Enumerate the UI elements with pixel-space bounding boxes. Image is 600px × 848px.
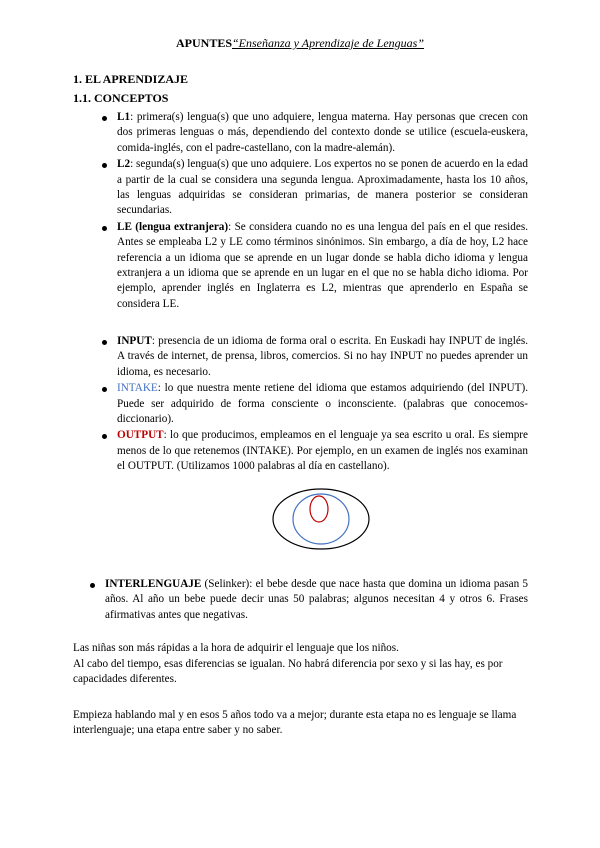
term-l1: L1 xyxy=(117,111,131,123)
bullet-dot xyxy=(90,583,95,588)
bullet-dot xyxy=(102,387,107,392)
bullet-dot xyxy=(102,226,107,231)
definition-input: : presencia de un idioma de forma oral o escrita. En Euskadi hay INPUT de inglés. A través de internet, de prensa, libros, comercios. Si no hay INPUT no puedes aprender un idioma, es necesario. xyxy=(117,335,528,378)
term-le: LE (lengua extranjera) xyxy=(117,220,229,233)
input-intake-output-diagram xyxy=(271,488,371,552)
definition-le: : Se considera cuando no es una lengua del país en el que resides. Antes se empleaba L2 y LE como términos sinónimos. Sin embargo, a día de hoy, L2 hace referencia a un idioma que se aprende en un lugar donde se habla dicho idioma y lengua extranjera a un idioma que se aprende en un lugar en el que no se habla dicho idioma. Por ejemplo, aprender inglés en Inglaterra es L2, mientras que aprenderlo en España se considera LE. xyxy=(117,220,528,310)
list-item-output xyxy=(100,428,528,474)
bullet-dot xyxy=(102,340,107,345)
definition-output: : lo que producimos, empleamos en el lenguaje ya sea escrito u oral. Es siempre menos de lo que retenemos (INTAKE). Por ejemplo, en un examen de inglés nos examinan el OUTPUT. (Utilizamos 1000 palabras al día en castellano). xyxy=(117,429,528,473)
definition-l2: : segunda(s) lengua(s) que uno adquiere. Los expertos no se ponen de acuerdo en la edad a partir de la cual se considera una segunda lengua. Aproximadamente, hasta los 10 años, las lenguas adquiridas se consideran primarias, de manera posterior se consideran secundarias. xyxy=(117,158,528,217)
concept-list-1 xyxy=(100,110,528,312)
interlenguaje-list xyxy=(88,577,528,623)
term-l2: L2 xyxy=(117,158,131,171)
term-input: INPUT xyxy=(117,335,152,347)
concept-list-2 xyxy=(100,334,528,475)
bullet-dot xyxy=(102,116,107,121)
paragraph-2: Al cabo del tiempo, esas diferencias se igualan. No habrá diferencia por sexo y si las hay, es por capacidades diferentes. xyxy=(73,658,503,686)
section-heading: 1. EL APRENDIZAJE xyxy=(73,72,189,86)
list-item-interlenguaje xyxy=(88,577,528,623)
term-interlenguaje: INTERLENGUAJE xyxy=(105,578,202,590)
term-intake: INTAKE xyxy=(117,382,158,395)
document-title xyxy=(0,36,600,51)
title-prefix: APUNTES xyxy=(175,36,232,50)
title-subtitle: “Enseñanza y Aprendizaje de Lenguas” xyxy=(232,36,424,50)
list-item-l1 xyxy=(100,110,528,156)
term-output: OUTPUT xyxy=(117,429,164,442)
list-item-le xyxy=(100,220,528,312)
definition-l1: : primera(s) lengua(s) que uno adquiere, lengua materna. Hay personas que crecen con dos primeras lenguas o más, dependiendo del contexto donde se utilice (escuela-euskera, comida-inglés, con el padre-castellano, con la madre-alemán). xyxy=(117,111,528,154)
definition-interlenguaje: (Selinker): el bebe desde que nace hasta que domina un idioma pasan 5 años. Al año un bebe puede decir unas 50 palabras; algunos necesitan 4 y otros 6. Frases afirmativas antes que negativas. xyxy=(105,578,528,621)
bullet-dot xyxy=(102,434,107,439)
list-item-intake xyxy=(100,381,528,427)
middle-ellipse-intake xyxy=(293,494,349,544)
bullet-dot xyxy=(102,163,107,168)
list-item-input xyxy=(100,334,528,380)
list-item-l2 xyxy=(100,157,528,219)
paragraph-3: Empieza hablando mal y en esos 5 años todo va a mejor; durante esta etapa no es lenguaje se llama interlenguaje; una etapa entre saber y no saber. xyxy=(73,709,517,737)
subsection-heading: 1.1. CONCEPTOS xyxy=(73,91,169,105)
inner-ellipse-output xyxy=(310,496,328,522)
definition-intake: : lo que nuestra mente retiene del idioma que estamos adquiriendo (del INPUT). Puede ser adquirido de forma consciente o inconsciente. (palabras que conocemos-diccionario). xyxy=(117,382,528,426)
paragraph-1: Las niñas son más rápidas a la hora de adquirir el lenguaje que los niños. xyxy=(73,642,399,654)
outer-ellipse-input xyxy=(273,489,369,549)
